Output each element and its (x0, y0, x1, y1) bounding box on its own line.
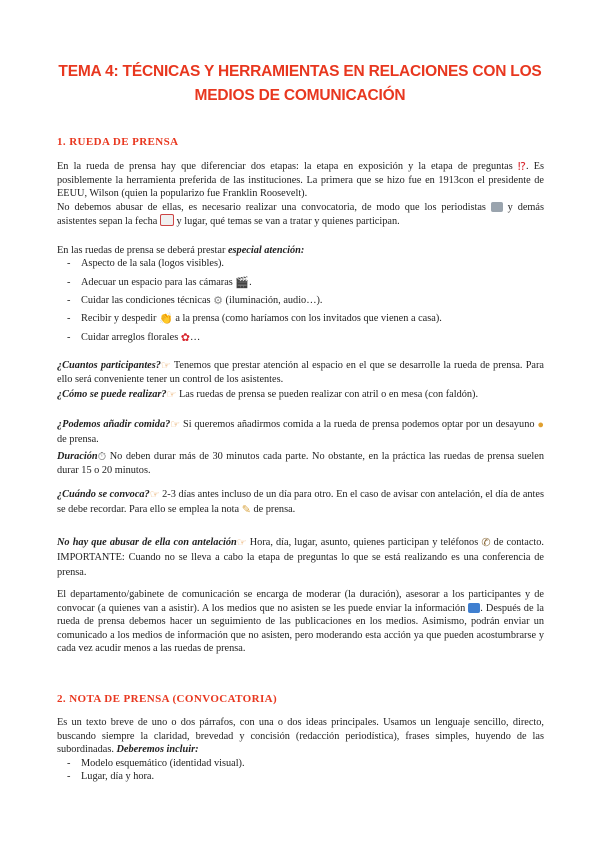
paragraph-no-abuse: No hay que abusar de ella con antelación☞ Hora, día, lugar, asunto, quienes participan y teléfonos ✆ de contacto. IMPORTANTE: Cuando no se lleva a cabo la etapa de preguntas lo que se está realizando es una conferencia de prensa. (57, 537, 544, 578)
rose-icon: ✿ (180, 332, 191, 344)
list-item: - Lugar, día y hora. (67, 771, 155, 782)
pointing-hand-icon: ☞ (160, 360, 171, 372)
paragraph-nota-intro: Es un texto breve de uno o dos párrafos, con una o dos ideas principales. Usamos un lenguaje sencillo, directo, buscando siempre la claridad, brevedad y concisión (redacción periodística), frases simples, huyendo de las subordinadas. Deberemos incluir: (57, 717, 544, 756)
paragraph-how: ¿Cómo se puede realizar?☞ Las ruedas de prensa se pueden realizar con atril o en mesa (con faldón). (57, 389, 479, 401)
stopwatch-icon: ⏱ (97, 451, 107, 463)
pointing-hand-icon: ☞ (236, 537, 247, 549)
list-item: - Aspecto de la sala (logos visibles). (67, 258, 224, 269)
paragraph-participants: ¿Cuantos participantes?☞ Tenemos que prestar atención al espacio en el que se desarrolle la rueda de prensa. Para ello será conveniente tener un control de los asistentes. (57, 360, 544, 385)
list-item: - Modelo esquemático (identidad visual). (67, 758, 245, 769)
paragraph-intro: En la rueda de prensa hay que diferenciar dos etapas: la etapa en exposición y la etapa de preguntas ⁉. Es posiblemente la herramienta preferida de las instituciones. La primera que se hizo fue en 1913con el presidente de EEUU, Wilson (quien la popularizo fue Franklin Roosevelt). No debemos abusar de ellas, es necesario realizar una convocatoria, de modo que los periodistas y demás asistentes sepan la fecha y lugar, qué temas se van a tratar y quienes participan. (57, 161, 544, 228)
section-heading-nota: 2. NOTA DE PRENSA (CONVOCATORIA) (57, 693, 278, 705)
list-item: - Recibir y despedir 👏 a la prensa (como haríamos con los invitados que vienen a casa). (67, 313, 442, 325)
page-title (40, 60, 560, 108)
pointing-hand-icon: ☞ (170, 419, 181, 431)
gear-icon: ⚙ (213, 295, 223, 307)
title-line-2: MEDIOS DE COMUNICACIÓN (194, 87, 406, 104)
paragraph-food: ¿Podemos añadir comida?☞ Si queremos añadirmos comida a la rueda de prensa podemos optar por un desayuno ● de prensa. (57, 419, 544, 445)
pointing-hand-icon: ☞ (166, 389, 177, 401)
list-item: - Cuidar arreglos florales ✿… (67, 332, 201, 344)
memo-icon: ✎ (241, 504, 251, 516)
paragraph-attention: En las ruedas de prensa se deberá prestar especial atención: (57, 245, 305, 256)
list-item: - Cuidar las condiciones técnicas ⚙ (iluminación, audio…). (67, 295, 323, 307)
movie-camera-icon: 🎬 (235, 277, 250, 289)
pointing-hand-icon: ☞ (149, 489, 160, 501)
exclamation-question-icon: ⁉ (517, 161, 526, 173)
paragraph-duration: Duración⏱ No deben durar más de 30 minutos cada parte. No obstante, en la práctica las ruedas de prensa suelen durar 15 o 20 minutos. (57, 451, 544, 476)
section-heading-rueda: 1. RUEDA DE PRENSA (57, 136, 179, 148)
clapping-hands-icon: 👏 (159, 313, 173, 325)
paragraph-when: ¿Cuándo se convoca?☞ 2-3 días antes incluso de un día para otro. En el caso de avisar con antelación, el día de antes se debe recordar. Para ello se emplea la nota ✎ de prensa. (57, 489, 544, 516)
paragraph-department: El departamento/gabinete de comunicación se encarga de moderar (la duración), asesorar a los participantes y de convocar (a quienes van a asistir). A los medios que no asisten se les puede enviar la información . Después de la rueda de prensa debemos hacer un seguimiento de las publicaciones en los medios. Asimismo, podrán enviar un comunicado a los medios de información que no asisten, pero moderando esta acción ya que pueden acostumbrarse y cada vez acudir menos a las ruedas de prensa. (57, 589, 544, 655)
information-icon (468, 603, 480, 614)
calendar-icon (160, 214, 174, 227)
list-item: - Adecuar un espacio para las cámaras 🎬. (67, 277, 252, 289)
bread-icon: ● (537, 419, 544, 431)
title-line-1: TEMA 4: TÉCNICAS Y HERRAMIENTAS EN RELACIONES CON LOS (58, 63, 542, 80)
newspaper-icon (491, 202, 503, 213)
telephone-icon: ✆ (481, 537, 491, 549)
